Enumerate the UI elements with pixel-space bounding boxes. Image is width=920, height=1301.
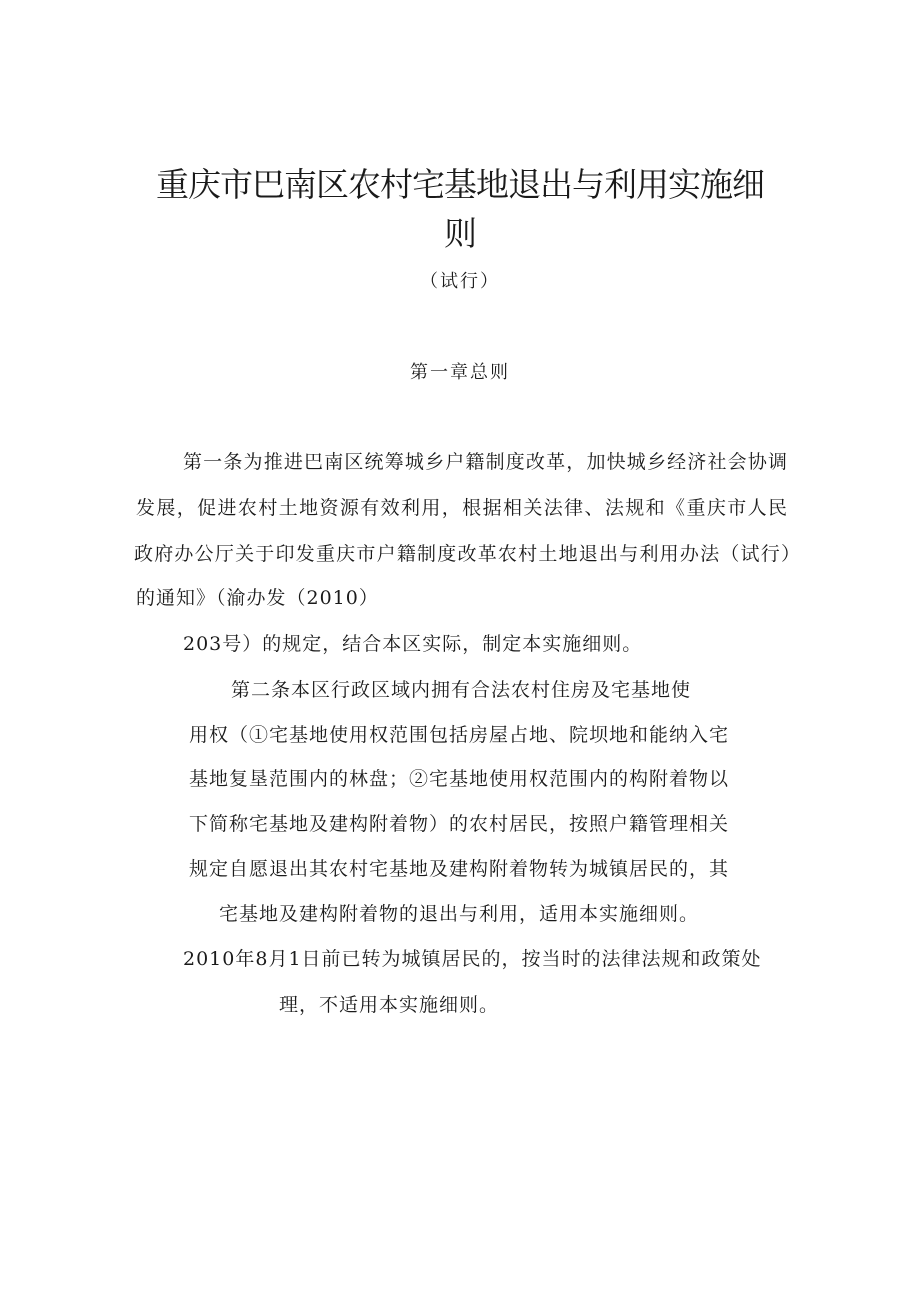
document-subtitle: （试行）	[420, 271, 500, 292]
article-1-line-5: 203号）的规定，结合本区实际，制定本实施细则。	[183, 633, 643, 655]
article-2-line-8: 理，不适用本实施细则。	[279, 994, 500, 1016]
article-1-line-4: 的通知》（渝办发（2010）	[136, 587, 379, 609]
article-2-line-2: 用权（①宅基地使用权范围包括房屋占地、院坝地和能纳入宅	[189, 724, 730, 746]
document-title-line-1: 重庆市巴南区农村宅基地退出与利用实施细	[156, 165, 764, 204]
article-2-line-3: 基地复垦范围内的林盘；②宅基地使用权范围内的构附着物以	[189, 768, 730, 790]
article-1-line-1: 第一条为推进巴南区统筹城乡户籍制度改革，加快城乡经济社会协调	[183, 451, 787, 473]
article-1-line-3: 政府办公厅关于印发重庆市户籍制度改革农村土地退出与利用办法（试行）	[134, 543, 800, 565]
article-2-line-7: 2010年8月1日前已转为城镇居民的，按当时的法律法规和政策处	[183, 948, 762, 970]
article-2-line-4: 下简称宅基地及建构附着物）的农村居民，按照户籍管理相关	[189, 813, 730, 835]
article-2-line-5: 规定自愿退出其农村宅基地及建构附着物转为城镇居民的，其	[189, 858, 730, 880]
chapter-heading: 第一章总则	[410, 362, 510, 383]
article-2-line-6: 宅基地及建构附着物的退出与利用，适用本实施细则。	[219, 903, 700, 925]
article-2-line-1: 第二条本区行政区域内拥有合法农村住房及宅基地使	[231, 679, 692, 701]
document-title-line-2: 则	[444, 214, 476, 253]
article-1-line-2: 发展，促进农村土地资源有效利用，根据相关法律、法规和《重庆市人民	[136, 497, 787, 519]
